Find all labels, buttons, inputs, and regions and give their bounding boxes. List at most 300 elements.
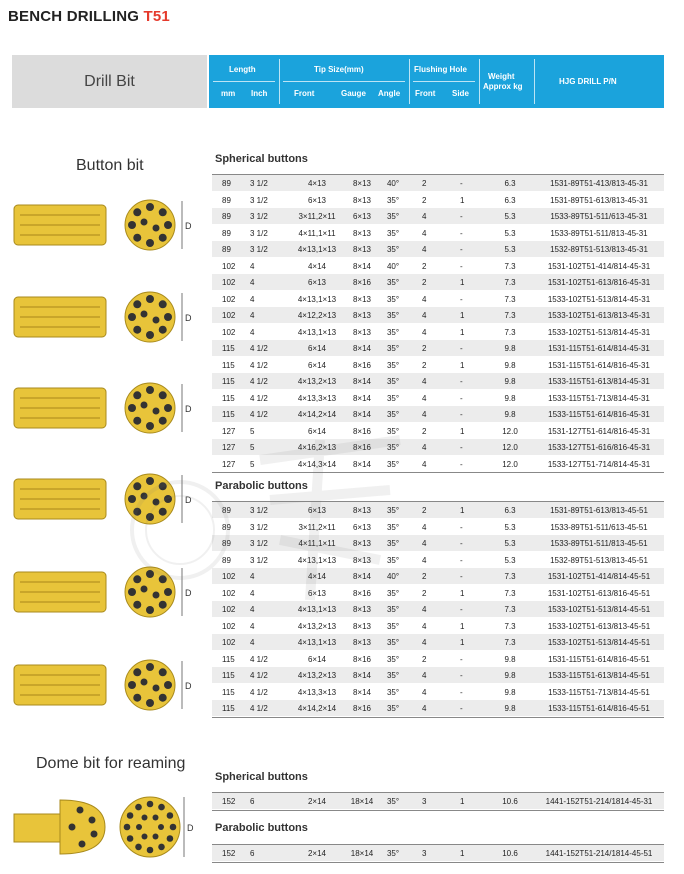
cell-weight: 6.3 xyxy=(504,506,516,515)
cell-tip-angle: 35° xyxy=(386,426,400,436)
cell-weight: 7.3 xyxy=(504,638,516,647)
cell-part-number: 1531-115T51-614/814-45-31 xyxy=(548,344,650,353)
cell-tip-gauge: 8×13 xyxy=(352,539,372,548)
cell-weight: 7.3 xyxy=(504,261,516,271)
cell-flush-side: - xyxy=(460,179,463,188)
cell-weight: 7.3 xyxy=(504,605,516,614)
cell-tip-gauge: 8×14 xyxy=(352,377,372,386)
cell-tip-front: 4×14 xyxy=(307,261,327,271)
svg-text:D: D xyxy=(185,221,192,231)
table-row xyxy=(212,618,664,634)
cell-flush-front: 4 xyxy=(422,294,427,304)
sub-parabolic: Parabolic buttons xyxy=(215,480,308,492)
cell-tip-front: 2×14 xyxy=(307,849,327,858)
cell-weight: 7.3 xyxy=(504,294,516,304)
cell-flush-side: - xyxy=(460,443,463,452)
cell-length-inch: 3 1/2 xyxy=(250,506,268,515)
cell-tip-gauge: 8×14 xyxy=(352,393,372,403)
cell-weight: 5.3 xyxy=(504,245,516,254)
cell-flush-side: 1 xyxy=(460,588,465,598)
header-gauge: Gauge xyxy=(341,89,366,98)
cell-flush-side: 1 xyxy=(460,311,465,320)
cell-flush-front: 2 xyxy=(422,654,427,664)
cell-weight: 9.8 xyxy=(504,654,516,664)
cell-tip-gauge: 8×13 xyxy=(352,555,372,565)
cell-tip-angle: 35° xyxy=(386,311,400,320)
cell-length-inch: 4 1/2 xyxy=(250,704,268,713)
cell-flush-front: 4 xyxy=(422,311,427,320)
cell-length-inch: 4 xyxy=(250,621,255,631)
svg-text:D: D xyxy=(187,823,194,833)
button-bit-illustration xyxy=(10,655,195,715)
cell-length-inch: 4 1/2 xyxy=(250,360,268,370)
cell-length-mm: 89 xyxy=(222,539,231,548)
sub-dome-spherical: Spherical buttons xyxy=(215,771,308,783)
cell-flush-side: 1 xyxy=(460,327,465,337)
cell-flush-front: 2 xyxy=(422,278,427,287)
cell-tip-angle: 35° xyxy=(386,638,400,647)
cell-tip-front: 3×11,2×11 xyxy=(298,212,336,221)
cell-part-number: 1533-89T51-511/613-45-51 xyxy=(550,522,648,532)
cell-weight: 10.6 xyxy=(502,849,518,858)
cell-flush-front: 4 xyxy=(422,245,427,254)
cell-flush-side: 1 xyxy=(460,278,465,287)
cell-tip-gauge: 8×13 xyxy=(352,621,372,631)
dome-bit-illustration xyxy=(10,792,195,862)
table-row xyxy=(212,552,664,568)
header-mm: mm xyxy=(221,89,236,98)
cell-tip-front: 6×13 xyxy=(307,588,327,598)
cell-length-mm: 102 xyxy=(222,261,236,271)
cell-tip-front: 4×13,2×13 xyxy=(297,377,337,386)
cell-length-mm: 152 xyxy=(222,797,236,806)
cell-part-number: 1533-102T51-613/813-45-51 xyxy=(547,621,651,631)
table-row xyxy=(212,535,664,551)
cell-flush-front: 2 xyxy=(422,572,427,581)
cell-part-number: 1532-89T51-513/813-45-31 xyxy=(550,245,648,254)
cell-tip-front: 4×13,1×13 xyxy=(297,245,337,254)
cell-tip-angle: 35° xyxy=(386,459,400,469)
cell-flush-side: - xyxy=(460,605,463,614)
cell-length-mm: 115 xyxy=(222,360,235,370)
svg-text:D: D xyxy=(185,681,192,691)
cell-flush-front: 4 xyxy=(422,638,427,647)
cell-tip-front: 6×13 xyxy=(307,278,327,287)
cell-tip-gauge: 8×16 xyxy=(352,654,372,664)
cell-tip-gauge: 8×14 xyxy=(352,671,372,680)
cell-tip-front: 4×13,3×13 xyxy=(297,687,337,697)
cell-tip-front: 4×11,1×11 xyxy=(298,539,336,548)
table-row xyxy=(212,684,664,700)
svg-text:D: D xyxy=(185,495,192,505)
cell-tip-angle: 35° xyxy=(386,555,400,565)
cell-tip-front: 4×11,1×11 xyxy=(298,228,336,238)
table-row xyxy=(212,225,664,241)
cell-tip-gauge: 8×16 xyxy=(352,704,372,713)
cell-part-number: 1533-89T51-511/813-45-51 xyxy=(550,539,648,548)
cell-tip-gauge: 8×14 xyxy=(352,410,372,419)
cell-flush-front: 2 xyxy=(422,588,427,598)
header-tip-size: Tip Size(mm) xyxy=(314,65,364,74)
cell-tip-front: 6×14 xyxy=(307,360,327,370)
cell-tip-gauge: 8×16 xyxy=(352,360,372,370)
cell-length-inch: 6 xyxy=(250,797,255,806)
cell-length-inch: 4 1/2 xyxy=(250,344,268,353)
cell-tip-front: 3×11,2×11 xyxy=(298,522,336,532)
cell-flush-front: 2 xyxy=(422,506,427,515)
cell-weight: 5.3 xyxy=(504,555,516,565)
cell-part-number: 1531-89T51-613/813-45-51 xyxy=(550,506,648,515)
header-flushing-hole: Flushing Hole xyxy=(414,65,467,74)
sub-dome-parabolic: Parabolic buttons xyxy=(215,822,308,834)
cell-flush-side: - xyxy=(460,459,463,469)
cell-length-mm: 102 xyxy=(222,588,236,598)
cell-tip-gauge: 8×13 xyxy=(352,506,372,515)
cell-flush-front: 3 xyxy=(422,797,427,806)
cell-weight: 9.8 xyxy=(504,360,516,370)
cell-tip-front: 4×13,1×13 xyxy=(297,294,337,304)
table-row xyxy=(212,634,664,650)
cell-tip-angle: 35° xyxy=(386,195,400,205)
table-row xyxy=(212,208,664,224)
cell-length-inch: 3 1/2 xyxy=(250,195,268,205)
table-row xyxy=(212,793,664,809)
cell-length-inch: 3 1/2 xyxy=(250,522,268,532)
cell-flush-front: 4 xyxy=(422,555,427,565)
cell-flush-side: - xyxy=(460,377,463,386)
cell-part-number: 1533-89T51-511/613-45-31 xyxy=(550,212,648,221)
table-row xyxy=(212,175,664,191)
cell-weight: 9.8 xyxy=(504,377,516,386)
cell-weight: 5.3 xyxy=(504,212,516,221)
table-row xyxy=(212,340,664,356)
cell-flush-front: 4 xyxy=(422,621,427,631)
cell-weight: 9.8 xyxy=(504,410,516,419)
cell-tip-angle: 35° xyxy=(386,443,400,452)
cell-length-inch: 4 xyxy=(250,311,255,320)
header-weight: Weight xyxy=(488,72,515,81)
cell-tip-gauge: 8×13 xyxy=(352,228,372,238)
cell-tip-front: 4×14,2×14 xyxy=(297,410,337,419)
header-flush-side: Side xyxy=(452,89,469,98)
cell-tip-front: 4×13,2×13 xyxy=(297,671,337,680)
table-row xyxy=(212,667,664,683)
cell-flush-front: 3 xyxy=(422,849,427,858)
table-row xyxy=(212,601,664,617)
cell-tip-front: 4×14 xyxy=(307,572,327,581)
cell-tip-gauge: 8×13 xyxy=(352,638,372,647)
cell-tip-front: 4×13,1×13 xyxy=(297,638,337,647)
cell-tip-angle: 35° xyxy=(386,687,400,697)
cell-tip-angle: 35° xyxy=(386,671,400,680)
cell-tip-gauge: 6×13 xyxy=(352,522,372,532)
cell-flush-front: 2 xyxy=(422,360,427,370)
table-row xyxy=(212,241,664,257)
cell-length-mm: 89 xyxy=(222,228,231,238)
cell-length-inch: 3 1/2 xyxy=(250,555,268,565)
cell-weight: 5.3 xyxy=(504,522,516,532)
table-row xyxy=(212,568,664,584)
cell-tip-angle: 35° xyxy=(386,360,400,370)
cell-part-number: 1533-115T51-713/814-45-51 xyxy=(548,687,650,697)
cell-part-number: 1441-152T51-214/1814-45-31 xyxy=(545,797,653,806)
section-button-bit: Button bit xyxy=(76,157,144,174)
cell-flush-side: - xyxy=(460,228,463,238)
cell-length-inch: 4 1/2 xyxy=(250,654,268,664)
cell-tip-front: 6×13 xyxy=(307,506,327,515)
cell-length-mm: 115 xyxy=(222,410,235,419)
cell-length-inch: 4 xyxy=(250,572,255,581)
header-flush-front: Front xyxy=(415,89,436,98)
cell-tip-angle: 35° xyxy=(386,704,400,713)
cell-tip-angle: 35° xyxy=(386,849,400,858)
cell-tip-angle: 35° xyxy=(386,228,400,238)
table-row xyxy=(212,258,664,274)
cell-weight: 6.3 xyxy=(504,179,516,188)
cell-part-number: 1533-102T51-513/814-45-51 xyxy=(547,638,651,647)
cell-length-inch: 4 xyxy=(250,327,255,337)
cell-flush-side: 1 xyxy=(460,849,465,858)
cell-flush-front: 4 xyxy=(422,443,427,452)
cell-flush-side: 1 xyxy=(460,195,465,205)
cell-part-number: 1533-89T51-511/813-45-31 xyxy=(550,228,648,238)
header-pn: HJG DRILL P/N xyxy=(559,77,617,86)
cell-weight: 7.3 xyxy=(504,311,516,320)
cell-flush-side: - xyxy=(460,522,463,532)
cell-tip-angle: 35° xyxy=(386,377,400,386)
cell-tip-angle: 35° xyxy=(386,212,400,221)
cell-tip-front: 4×13,1×13 xyxy=(297,327,337,337)
section-dome-bit: Dome bit for reaming xyxy=(36,755,186,772)
cell-tip-front: 2×14 xyxy=(307,797,327,806)
cell-length-mm: 102 xyxy=(222,621,236,631)
cell-length-inch: 4 xyxy=(250,278,255,287)
cell-part-number: 1531-89T51-613/813-45-31 xyxy=(550,195,648,205)
cell-tip-front: 6×14 xyxy=(307,426,327,436)
cell-tip-angle: 35° xyxy=(386,410,400,419)
cell-tip-gauge: 8×14 xyxy=(352,459,372,469)
cell-length-inch: 4 xyxy=(250,588,255,598)
cell-weight: 7.3 xyxy=(504,327,516,337)
cell-tip-angle: 35° xyxy=(386,245,400,254)
cell-tip-gauge: 8×14 xyxy=(352,261,372,271)
cell-tip-angle: 35° xyxy=(386,278,400,287)
table-row xyxy=(212,519,664,535)
cell-length-inch: 4 1/2 xyxy=(250,393,268,403)
cell-weight: 7.3 xyxy=(504,588,516,598)
cell-tip-gauge: 6×13 xyxy=(352,212,372,221)
cell-length-mm: 152 xyxy=(222,849,236,858)
cell-length-inch: 3 1/2 xyxy=(250,228,268,238)
cell-flush-front: 4 xyxy=(422,393,427,403)
cell-flush-side: - xyxy=(460,539,463,548)
cell-tip-front: 6×14 xyxy=(307,654,327,664)
cell-flush-front: 4 xyxy=(422,212,427,221)
cell-weight: 9.8 xyxy=(504,344,516,353)
cell-flush-side: - xyxy=(460,245,463,254)
cell-length-mm: 127 xyxy=(222,426,236,436)
cell-length-inch: 4 xyxy=(250,294,255,304)
cell-flush-side: - xyxy=(460,572,463,581)
cell-length-inch: 5 xyxy=(250,426,255,436)
table-row xyxy=(212,845,664,861)
cell-tip-angle: 35° xyxy=(386,605,400,614)
cell-length-mm: 127 xyxy=(222,443,236,452)
cell-length-inch: 3 1/2 xyxy=(250,539,268,548)
cell-tip-front: 6×14 xyxy=(307,344,327,353)
cell-length-mm: 102 xyxy=(222,278,236,287)
header-angle: Angle xyxy=(378,89,401,98)
cell-tip-angle: 35° xyxy=(386,294,400,304)
cell-flush-side: - xyxy=(460,212,463,221)
cell-part-number: 1533-115T51-613/814-45-51 xyxy=(548,671,650,680)
table-row xyxy=(212,192,664,208)
cell-flush-front: 4 xyxy=(422,459,427,469)
cell-length-mm: 89 xyxy=(222,245,231,254)
cell-length-inch: 5 xyxy=(250,459,255,469)
table-row xyxy=(212,439,664,455)
cell-tip-gauge: 8×16 xyxy=(352,278,372,287)
cell-length-inch: 4 1/2 xyxy=(250,410,268,419)
cell-tip-angle: 35° xyxy=(386,522,400,532)
cell-flush-front: 2 xyxy=(422,261,427,271)
header-columns xyxy=(209,55,664,108)
cell-tip-front: 4×12,2×13 xyxy=(297,311,337,320)
table-row xyxy=(212,456,664,472)
cell-flush-side: - xyxy=(460,671,463,680)
cell-flush-front: 4 xyxy=(422,605,427,614)
cell-tip-angle: 40° xyxy=(386,572,400,581)
header-front: Front xyxy=(294,89,315,98)
cell-flush-front: 4 xyxy=(422,327,427,337)
cell-tip-front: 4×16,2×13 xyxy=(297,443,337,452)
cell-length-inch: 4 xyxy=(250,261,255,271)
cell-flush-side: - xyxy=(460,654,463,664)
table-row xyxy=(212,390,664,406)
cell-tip-angle: 35° xyxy=(386,621,400,631)
table-row xyxy=(212,324,664,340)
header-weight-unit: Approx kg xyxy=(483,82,523,91)
cell-flush-front: 4 xyxy=(422,522,427,532)
cell-flush-side: 1 xyxy=(460,621,465,631)
cell-weight: 6.3 xyxy=(504,195,516,205)
button-bit-illustration xyxy=(10,378,195,438)
button-bit-illustration xyxy=(10,195,195,255)
cell-part-number: 1531-102T51-414/814-45-31 xyxy=(547,261,651,271)
cell-length-mm: 115 xyxy=(222,377,235,386)
cell-tip-front: 4×13,2×13 xyxy=(297,621,337,631)
table-row xyxy=(212,291,664,307)
cell-flush-front: 2 xyxy=(422,195,427,205)
cell-part-number: 1533-102T51-513/814-45-31 xyxy=(547,294,651,304)
cell-tip-angle: 35° xyxy=(386,327,400,337)
table-row xyxy=(212,274,664,290)
cell-part-number: 1533-127T51-714/814-45-31 xyxy=(547,459,651,469)
cell-flush-side: 1 xyxy=(460,360,465,370)
cell-length-mm: 115 xyxy=(222,704,235,713)
cell-part-number: 1531-89T51-413/813-45-31 xyxy=(550,179,648,188)
cell-flush-side: 1 xyxy=(460,506,465,515)
cell-part-number: 1533-102T51-513/814-45-51 xyxy=(547,605,651,614)
cell-weight: 5.3 xyxy=(504,539,516,548)
cell-length-mm: 127 xyxy=(222,459,236,469)
cell-tip-front: 4×14,2×14 xyxy=(297,704,337,713)
cell-flush-front: 4 xyxy=(422,539,427,548)
cell-weight: 7.3 xyxy=(504,572,516,581)
cell-part-number: 1533-115T51-614/816-45-31 xyxy=(548,410,650,419)
cell-flush-side: - xyxy=(460,687,463,697)
cell-tip-gauge: 8×14 xyxy=(352,572,372,581)
header-length: Length xyxy=(229,65,256,74)
cell-length-inch: 4 1/2 xyxy=(250,377,268,386)
cell-weight: 7.3 xyxy=(504,278,516,287)
cell-part-number: 1532-89T51-513/813-45-51 xyxy=(550,555,648,565)
cell-tip-gauge: 8×16 xyxy=(352,588,372,598)
cell-length-inch: 6 xyxy=(250,849,255,858)
cell-length-mm: 102 xyxy=(222,572,236,581)
cell-tip-angle: 35° xyxy=(386,588,400,598)
cell-tip-angle: 35° xyxy=(386,797,400,806)
cell-part-number: 1441-152T51-214/1814-45-51 xyxy=(545,849,653,858)
cell-tip-gauge: 8×13 xyxy=(352,294,372,304)
cell-tip-front: 4×13,1×13 xyxy=(297,605,337,614)
cell-length-mm: 102 xyxy=(222,311,236,320)
cell-part-number: 1533-115T51-613/814-45-31 xyxy=(548,377,650,386)
cell-length-inch: 4 xyxy=(250,605,255,614)
cell-tip-gauge: 8×13 xyxy=(352,195,372,205)
cell-flush-front: 4 xyxy=(422,687,427,697)
cell-flush-side: - xyxy=(460,261,463,271)
cell-weight: 5.3 xyxy=(504,228,516,238)
table-header xyxy=(12,55,664,108)
cell-weight: 9.8 xyxy=(504,393,516,403)
button-bit-illustration xyxy=(10,469,195,529)
cell-flush-front: 4 xyxy=(422,671,427,680)
cell-tip-angle: 35° xyxy=(386,539,400,548)
cell-flush-side: - xyxy=(460,393,463,403)
cell-tip-gauge: 8×13 xyxy=(352,179,372,188)
cell-weight: 7.3 xyxy=(504,621,516,631)
cell-length-mm: 102 xyxy=(222,327,236,337)
cell-flush-side: - xyxy=(460,344,463,353)
cell-length-mm: 115 xyxy=(222,687,235,697)
cell-tip-front: 6×13 xyxy=(307,195,327,205)
cell-weight: 12.0 xyxy=(502,426,518,436)
cell-length-mm: 115 xyxy=(222,671,235,680)
cell-weight: 10.6 xyxy=(502,797,518,806)
cell-length-inch: 3 1/2 xyxy=(250,212,268,221)
cell-tip-gauge: 8×13 xyxy=(352,605,372,614)
cell-length-inch: 3 1/2 xyxy=(250,179,268,188)
cell-tip-gauge: 8×13 xyxy=(352,327,372,337)
cell-part-number: 1531-115T51-614/816-45-31 xyxy=(548,360,650,370)
cell-weight: 9.8 xyxy=(504,671,516,680)
button-bit-illustration xyxy=(10,562,195,622)
cell-length-mm: 102 xyxy=(222,605,236,614)
cell-tip-angle: 35° xyxy=(386,506,400,515)
cell-flush-side: 1 xyxy=(460,426,465,436)
cell-part-number: 1533-102T51-613/813-45-31 xyxy=(547,311,651,320)
cell-flush-side: - xyxy=(460,294,463,304)
cell-flush-side: - xyxy=(460,704,463,713)
sub-spherical: Spherical buttons xyxy=(215,153,308,165)
cell-flush-front: 4 xyxy=(422,410,427,419)
cell-part-number: 1531-127T51-614/816-45-31 xyxy=(547,426,651,436)
table-row xyxy=(212,406,664,422)
cell-tip-front: 4×14,3×14 xyxy=(297,459,337,469)
cell-part-number: 1531-102T51-613/816-45-51 xyxy=(547,588,651,598)
cell-weight: 9.8 xyxy=(504,687,516,697)
